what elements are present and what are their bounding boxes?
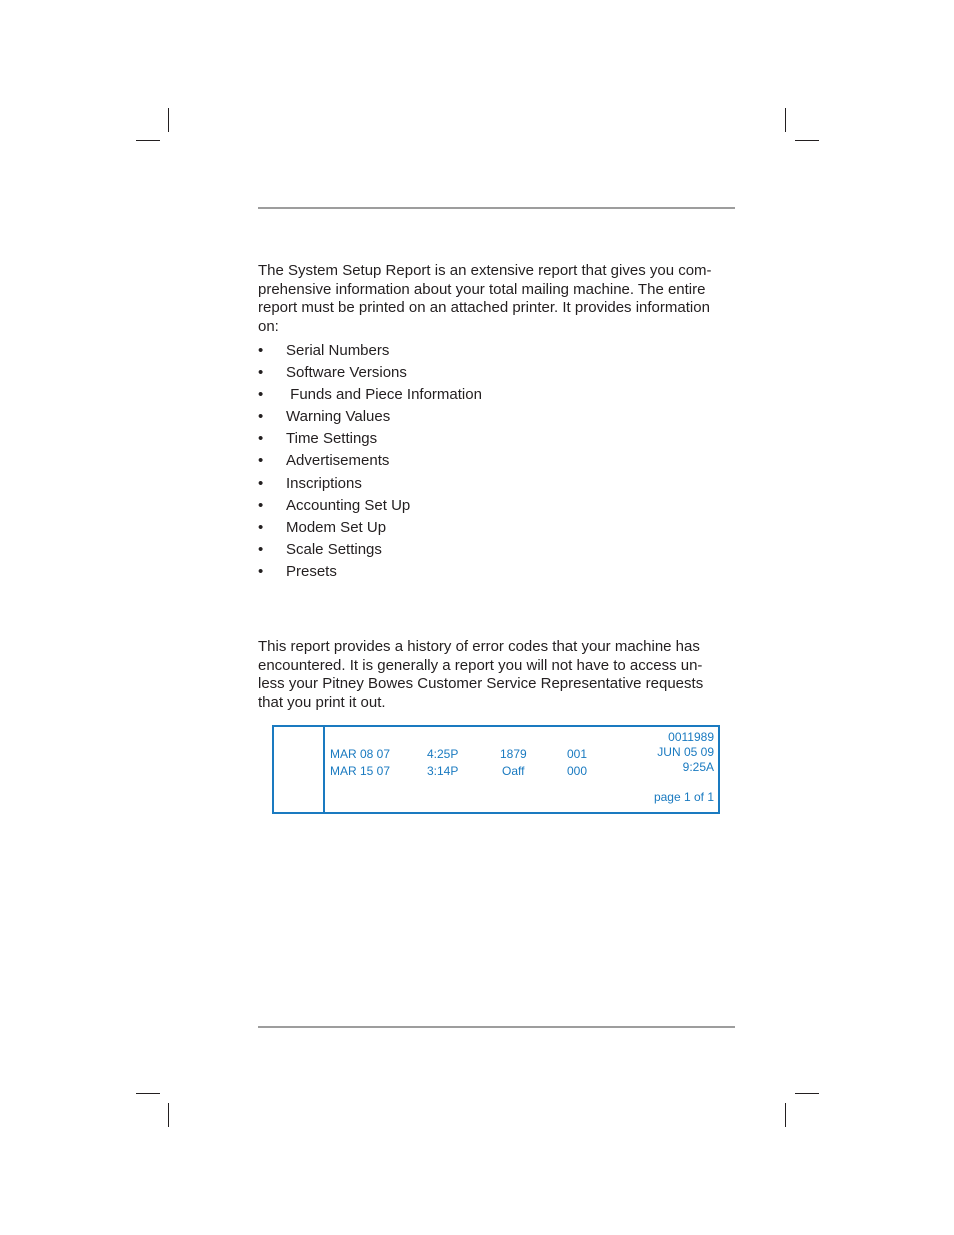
text-line: on:: [258, 317, 279, 335]
list-item: [258, 473, 482, 495]
row1-date: MAR 08 07: [330, 747, 391, 761]
crop-mark: [785, 1103, 786, 1127]
list-item-label: Advertisements: [286, 452, 390, 470]
list-item-label: Modem Set Up: [286, 518, 387, 536]
row2-code: Oaff: [502, 764, 525, 778]
report-contents-list: [258, 340, 482, 583]
bullet-icon: •: [258, 386, 264, 404]
list-item: [258, 539, 482, 561]
list-item-label: Software Versions: [286, 364, 407, 382]
crop-mark: [136, 1093, 160, 1094]
text-line: report must be printed on an attached printer. It provides information: [258, 299, 710, 316]
crop-mark: [795, 140, 819, 141]
text-line: less your Pitney Bowes Customer Service Representative requests: [258, 675, 704, 692]
bullet-icon: •: [258, 430, 264, 448]
intro-paragraph: [258, 262, 738, 336]
list-item-label: Presets: [286, 562, 337, 580]
list-item-label: Accounting Set Up: [286, 496, 411, 514]
bullet-icon: •: [258, 474, 264, 492]
list-item-label: Inscriptions: [286, 474, 362, 492]
list-item-label: Scale Settings: [286, 540, 382, 558]
list-item: [258, 450, 482, 472]
row1-code: 1879: [500, 747, 527, 761]
list-item: [258, 495, 482, 517]
list-item: [258, 406, 482, 428]
bullet-icon: •: [258, 540, 264, 558]
bullet-icon: •: [258, 364, 264, 382]
list-item: [258, 384, 482, 406]
list-item: [258, 362, 482, 384]
text-line: that you print it out.: [258, 693, 386, 711]
row1-time: 4:25P: [427, 747, 459, 761]
error-report-sample: [272, 725, 720, 814]
list-item-label: Funds and Piece Information: [286, 386, 482, 404]
report-page-number: page 1 of 1: [653, 790, 714, 804]
bullet-icon: •: [258, 518, 264, 536]
header-rule: [258, 207, 735, 209]
row2-date: MAR 15 07: [330, 764, 391, 778]
text-line: This report provides a history of error codes that your machine has: [258, 638, 700, 655]
report-divider: [323, 727, 325, 812]
list-item: [258, 428, 482, 450]
list-item-label: Serial Numbers: [286, 342, 390, 359]
report-print-date: JUN 05 09: [657, 745, 714, 759]
row2-count: 000: [567, 764, 588, 778]
text-line: encountered. It is generally a report you will not have to access un-: [258, 656, 703, 674]
footer-rule: [258, 1026, 735, 1028]
report-serial: 0011989: [668, 730, 714, 744]
crop-mark: [795, 1093, 819, 1094]
crop-mark: [168, 1103, 169, 1127]
bullet-icon: •: [258, 562, 264, 580]
crop-mark: [785, 108, 786, 132]
bullet-icon: •: [258, 408, 264, 426]
list-item: [258, 340, 482, 362]
text-line: prehensive information about your total mailing machine. The entire: [258, 280, 706, 298]
bullet-icon: •: [258, 452, 264, 470]
row2-time: 3:14P: [427, 764, 459, 778]
error-report-paragraph: [258, 638, 738, 712]
crop-mark: [136, 140, 160, 141]
bullet-icon: •: [258, 496, 264, 514]
list-item-label: Time Settings: [286, 430, 378, 448]
list-item: [258, 517, 482, 539]
list-item-label: Warning Values: [286, 408, 391, 426]
report-print-time: 9:25A: [682, 760, 714, 774]
row1-count: 001: [567, 747, 588, 761]
crop-mark: [168, 108, 169, 132]
text-line: The System Setup Report is an extensive report that gives you com-: [258, 262, 712, 279]
bullet-icon: •: [258, 342, 264, 359]
list-item: [258, 561, 482, 583]
